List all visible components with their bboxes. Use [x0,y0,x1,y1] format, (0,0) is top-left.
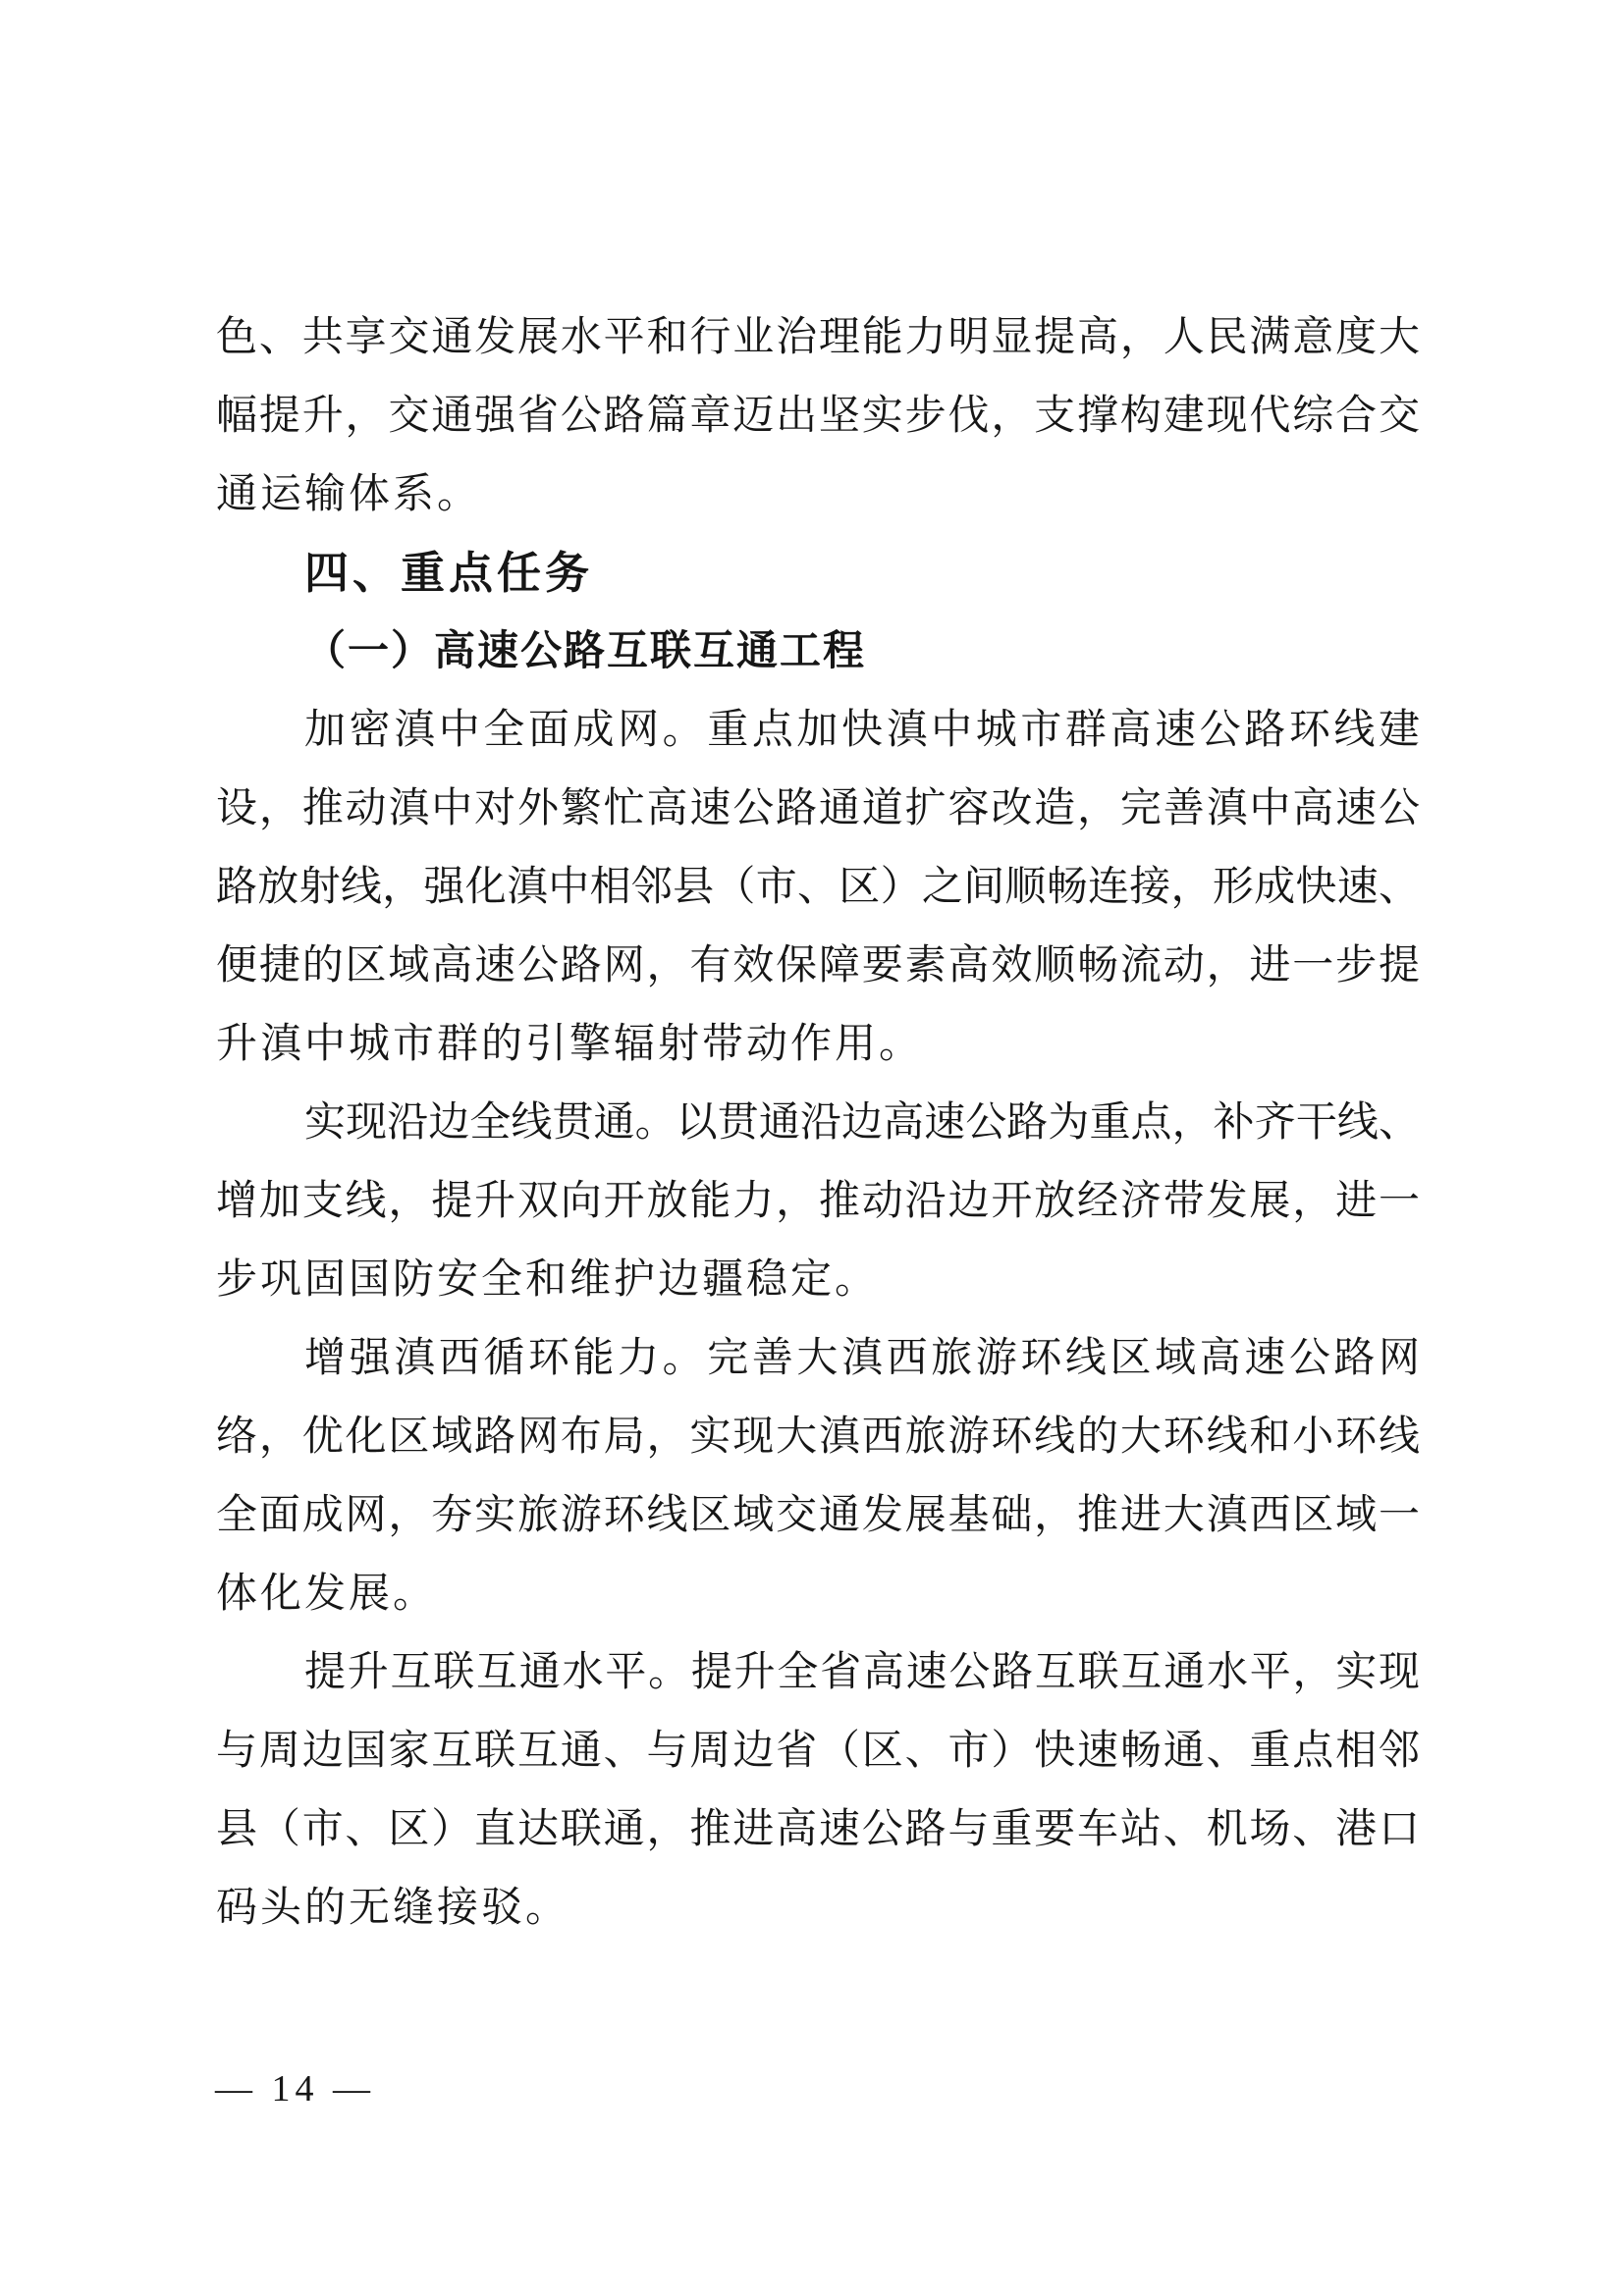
body-line: 实现沿边全线贯通。以贯通沿边高速公路为重点，补齐干线、 [304,1100,1420,1146]
body-line: 路放射线，强化滇中相邻县（市、区）之间顺畅连接，形成快速、 [216,865,1420,910]
page-number: — 14 — [215,2068,375,2109]
section-heading: 四、重点任务 [304,548,594,598]
subsection-heading: （一）高速公路互联互通工程 [304,629,867,674]
body-line: 络，优化区域路网布局，实现大滇西旅游环线的大环线和小环线 [216,1415,1420,1460]
body-line: 色、共享交通发展水平和行业治理能力明显提高，人民满意度大 [216,315,1420,360]
body-line: 步巩固国防安全和维护边疆稳定。 [216,1257,880,1303]
body-line: 体化发展。 [216,1572,438,1617]
body-line: 全面成网，夯实旅游环线区域交通发展基础，推进大滇西区域一 [216,1493,1420,1538]
body-line: 升滇中城市群的引擎辐射带动作用。 [216,1022,924,1067]
body-line: 提升互联互通水平。提升全省高速公路互联互通水平，实现 [304,1650,1420,1695]
body-line: 便捷的区域高速公路网，有效保障要素高效顺畅流动，进一步提 [216,943,1420,988]
body-line: 增加支线，提升双向开放能力，推动沿边开放经济带发展，进一 [216,1179,1420,1224]
body-line: 增强滇西循环能力。完善大滇西旅游环线区域高速公路网 [304,1336,1420,1381]
body-line: 幅提升，交通强省公路篇章迈出坚实步伐，支撑构建现代综合交 [216,394,1420,439]
body-line: 通运输体系。 [216,472,482,517]
body-line: 与周边国家互联互通、与周边省（区、市）快速畅通、重点相邻 [216,1729,1420,1774]
body-line: 码头的无缝接驳。 [216,1886,570,1931]
body-line: 加密滇中全面成网。重点加快滇中城市群高速公路环线建 [304,708,1420,753]
text-block [216,298,1420,1948]
body-line: 县（市、区）直达联通，推进高速公路与重要车站、机场、港口 [216,1807,1420,1852]
body-line: 设，推动滇中对外繁忙高速公路通道扩容改造，完善滇中高速公 [216,786,1420,831]
